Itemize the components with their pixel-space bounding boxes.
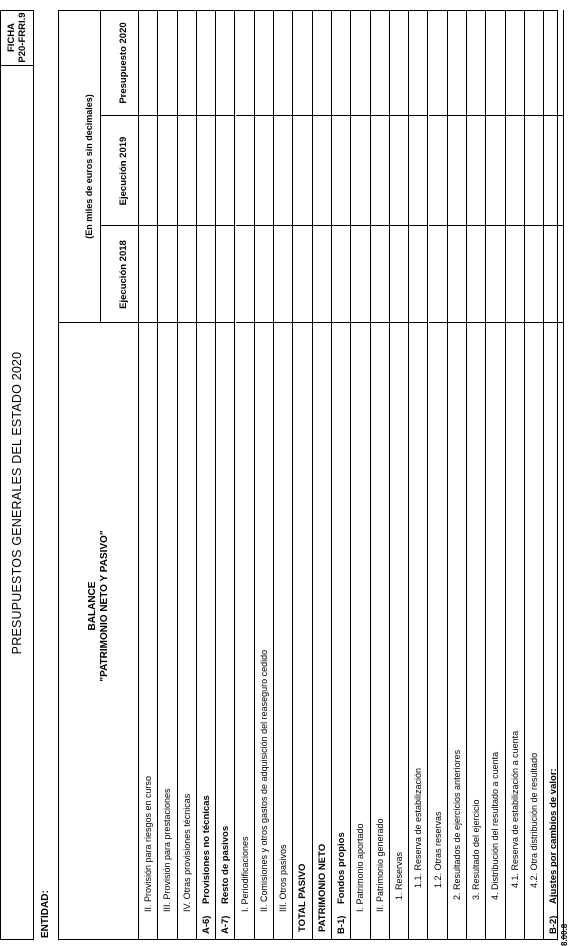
- value-cell[interactable]: [448, 116, 467, 226]
- page-title: PRESUPUESTOS GENERALES DEL ESTADO 2020: [10, 351, 24, 655]
- value-cell[interactable]: [236, 10, 255, 116]
- row-label: TOTAL PASIVO: [297, 863, 309, 932]
- balance-subtitle: "PATRIMONIO NETO Y PASIVO": [99, 530, 110, 682]
- row-label: I. Patrimonio aportado: [355, 823, 366, 912]
- value-cell[interactable]: [409, 116, 428, 226]
- value-cell[interactable]: [332, 226, 351, 323]
- row-code: A-6): [200, 915, 212, 934]
- table-row: [409, 10, 428, 940]
- table-row: [255, 10, 274, 940]
- balance-heading: [60, 326, 138, 886]
- value-cell[interactable]: [351, 10, 370, 116]
- row-label: Provisiones no técnicas: [200, 795, 212, 904]
- row-label: Resto de pasivos: [220, 825, 232, 904]
- table-row: [332, 10, 351, 940]
- table-row: [544, 10, 563, 940]
- value-cell[interactable]: [178, 226, 197, 323]
- value-cell[interactable]: [216, 10, 235, 116]
- value-cell[interactable]: [293, 10, 312, 116]
- value-cell[interactable]: [197, 116, 216, 226]
- table-row: [486, 10, 505, 940]
- row-label: 1.1. Reserva de estabilización: [413, 767, 424, 888]
- row-label: 1.2. Otras reservas: [432, 811, 443, 888]
- value-cell[interactable]: [506, 10, 525, 116]
- value-cell[interactable]: [178, 10, 197, 116]
- table-row: [448, 10, 467, 940]
- value-cell[interactable]: [274, 116, 293, 226]
- value-cell[interactable]: [486, 116, 505, 226]
- table-row: [525, 10, 544, 940]
- table-row: [178, 10, 197, 940]
- value-cell[interactable]: [525, 116, 544, 226]
- row-label: 1. Reservas: [393, 851, 404, 900]
- table-row: [293, 10, 312, 940]
- value-cell[interactable]: [467, 10, 486, 116]
- row-code: A-7): [220, 915, 232, 934]
- value-cell[interactable]: [506, 226, 525, 323]
- row-label: 4.2. Otra distribución de resultado: [529, 752, 539, 888]
- value-cell[interactable]: [390, 10, 409, 116]
- value-cell[interactable]: [544, 226, 563, 323]
- table-row: [197, 10, 216, 940]
- value-cell[interactable]: [178, 116, 197, 226]
- value-cell[interactable]: [332, 116, 351, 226]
- units-label: (En miles de euros sin decimales): [84, 94, 94, 239]
- units-divider: [100, 10, 101, 323]
- value-cell[interactable]: [351, 226, 370, 323]
- table-row: [139, 10, 158, 940]
- table-row: [351, 10, 370, 940]
- value-cell[interactable]: [313, 10, 332, 116]
- value-cell[interactable]: [448, 226, 467, 323]
- value-cell[interactable]: [274, 226, 293, 323]
- value-cell[interactable]: [390, 116, 409, 226]
- value-cell[interactable]: [409, 226, 428, 323]
- value-cell[interactable]: [313, 226, 332, 323]
- row-label: III. Otros pasivos: [278, 844, 289, 912]
- row-label: 3. Resultado del ejercicio: [471, 799, 482, 900]
- value-cell[interactable]: [236, 226, 255, 323]
- value-cell[interactable]: [236, 116, 255, 226]
- value-cell[interactable]: [197, 10, 216, 116]
- table-row: [274, 10, 293, 940]
- row-label: II. Comisiones y otros gastos de adquisición del reaseguro cedido: [258, 649, 269, 912]
- row-label: Fondos propios: [336, 832, 347, 904]
- value-cell[interactable]: [274, 10, 293, 116]
- value-cell[interactable]: [371, 10, 390, 116]
- entidad-label: ENTIDAD:: [40, 890, 51, 938]
- table-row: [313, 10, 332, 940]
- row-label: IV. Otras provisiones técnicas: [181, 793, 192, 912]
- value-cell[interactable]: [390, 226, 409, 323]
- value-cell[interactable]: [255, 10, 274, 116]
- column-header: Presupuesto 2020: [117, 22, 129, 104]
- row-label: 4. Distribución del resultado a cuenta: [490, 751, 501, 900]
- column-header: Ejecución 2018: [117, 240, 129, 309]
- value-cell[interactable]: [216, 116, 235, 226]
- value-cell[interactable]: [139, 116, 158, 226]
- row-label: I. Periodificaciones: [239, 836, 250, 912]
- table-row: [158, 10, 177, 940]
- table-row: [216, 10, 235, 940]
- table-row: [371, 10, 390, 940]
- value-cell[interactable]: [197, 226, 216, 323]
- table-row: [429, 10, 448, 940]
- row-label: 2. Resultados de ejercicios anteriores: [451, 749, 462, 900]
- value-cell[interactable]: [429, 116, 448, 226]
- balance-title: BALANCE: [87, 581, 98, 631]
- value-cell[interactable]: [139, 226, 158, 323]
- value-cell[interactable]: [293, 116, 312, 226]
- value-cell[interactable]: [448, 10, 467, 116]
- value-cell[interactable]: [158, 10, 177, 116]
- ficha-label: FICHA: [6, 22, 17, 53]
- table-row: [467, 10, 486, 940]
- value-cell[interactable]: [255, 116, 274, 226]
- row-label: 4.1. Reserva de estabilización a cuenta: [509, 730, 520, 888]
- value-cell[interactable]: [544, 116, 563, 226]
- row-code: B-2): [548, 915, 560, 934]
- row-code: B-1): [336, 915, 347, 934]
- value-cell[interactable]: [351, 116, 370, 226]
- value-cell[interactable]: [467, 116, 486, 226]
- value-cell[interactable]: [139, 10, 158, 116]
- value-cell[interactable]: [293, 226, 312, 323]
- value-cell[interactable]: [467, 226, 486, 323]
- value-cell[interactable]: [371, 226, 390, 323]
- row-label: PATRIMONIO NETO: [316, 843, 328, 932]
- row-label: Ajustes por cambios de valor:: [548, 768, 560, 904]
- ficha-code: P20-FRRI.9: [17, 12, 28, 63]
- value-cell[interactable]: [313, 116, 332, 226]
- value-cell[interactable]: [332, 10, 351, 116]
- row-label: II. Provisión para riesgos en curso: [143, 775, 153, 912]
- value-cell[interactable]: [158, 226, 177, 323]
- row-label: III. Provisión para prestaciones: [162, 788, 173, 912]
- value-cell[interactable]: [506, 116, 525, 226]
- row-label: II. Patrimonio generado: [374, 818, 385, 912]
- value-cell[interactable]: [525, 10, 544, 116]
- value-cell[interactable]: [429, 226, 448, 323]
- value-cell[interactable]: [371, 116, 390, 226]
- table-row: [236, 10, 255, 940]
- value-cell[interactable]: [486, 226, 505, 323]
- column-header: Ejecución 2019: [117, 136, 129, 206]
- table-row: [506, 10, 525, 940]
- value-cell[interactable]: [216, 226, 235, 323]
- value-cell[interactable]: [525, 226, 544, 323]
- value-cell[interactable]: [544, 10, 563, 116]
- value-cell[interactable]: [409, 10, 428, 116]
- value-cell[interactable]: [158, 116, 177, 226]
- table-row: [390, 10, 409, 940]
- value-cell[interactable]: [429, 10, 448, 116]
- value-cell[interactable]: [486, 10, 505, 116]
- ficha-box: [0, 10, 34, 66]
- corner-mark: 8.00.8: [560, 923, 569, 946]
- value-cell[interactable]: [255, 226, 274, 323]
